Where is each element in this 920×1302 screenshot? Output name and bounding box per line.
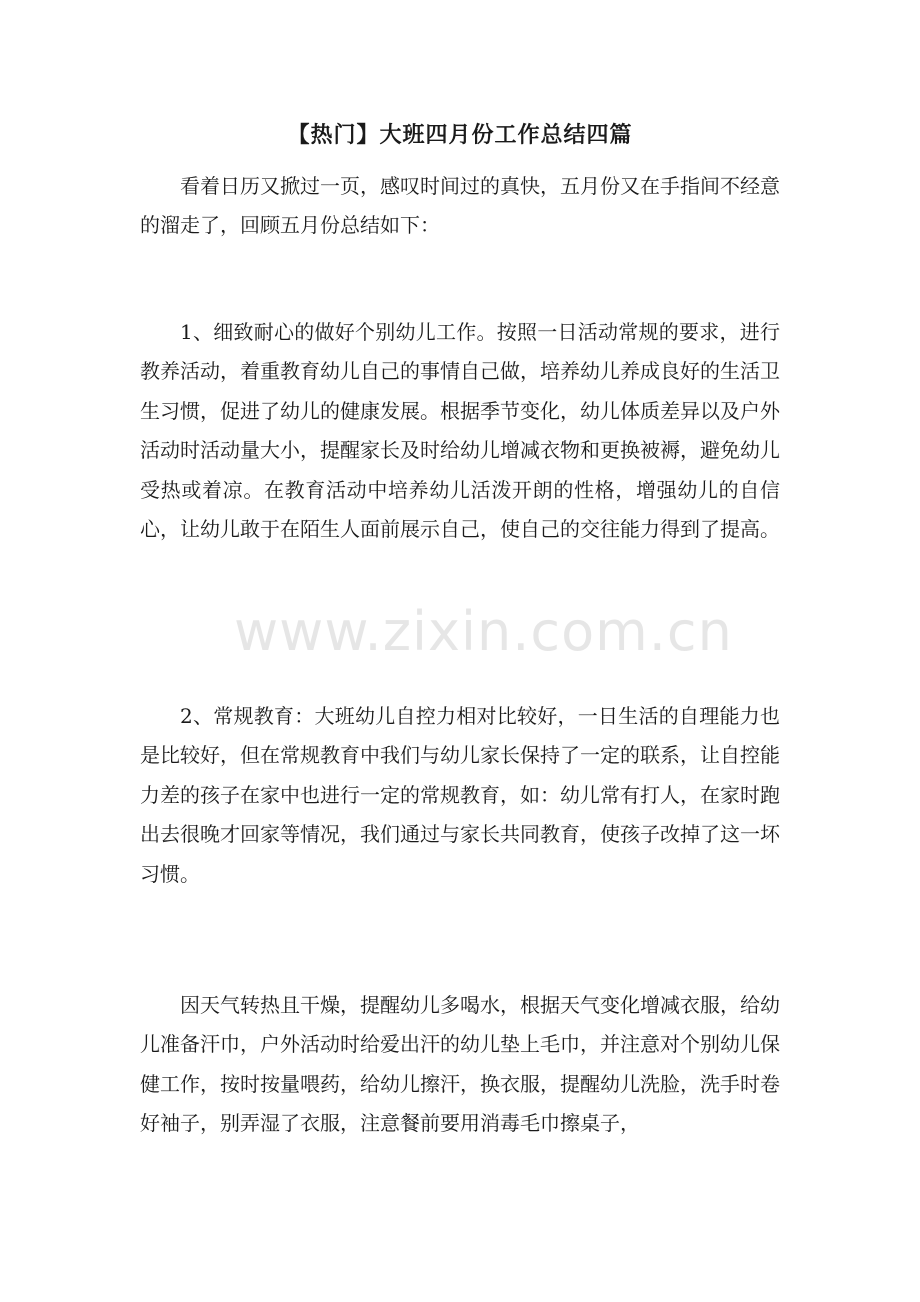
watermark-text: www.zixin.com.cn [234,600,733,663]
paragraph-item-2: 2、常规教育：大班幼儿自控力相对比较好，一日生活的自理能力也是比较好，但在常规教育中我们与幼儿家长保持了一定的联系，让自控能力差的孩子在家中也进行一定的常规教育，如：幼儿常有打人，在家时跑出去很晚才回家等情况，我们通过与家长共同教育，使孩子改掉了这一坏习惯。 [140,704,780,886]
paragraph-weather-care: 因天气转热且干燥，提醒幼儿多喝水，根据天气变化增减衣服，给幼儿准备汗巾，户外活动时给爱出汗的幼儿垫上毛巾，并注意对个别幼儿保健工作，按时按量喂药，给幼儿擦汗，换衣服，提醒幼儿洗脸，洗手时卷好袖子，别弄湿了衣服，注意餐前要用消毒毛巾擦桌子， [140,993,780,1136]
document-title: 【热门】大班四月份工作总结四篇 [287,122,633,148]
paragraph-intro: 看着日历又掀过一页，感叹时间过的真快，五月份又在手指间不经意的溜走了，回顾五月份总结如下： [140,174,780,238]
paragraph-item-1: 1、细致耐心的做好个别幼儿工作。按照一日活动常规的要求，进行教养活动，着重教育幼儿自己的事情自己做，培养幼儿养成良好的生活卫生习惯，促进了幼儿的健康发展。根据季节变化，幼儿体质差异以及户外活动时活动量大小，提醒家长及时给幼儿增减衣物和更换被褥，避免幼儿受热或着凉。在教育活动中培养幼儿活泼开朗的性格，增强幼儿的自信心，让幼儿敢于在陌生人面前展示自己，使自己的交往能力得到了提高。 [140,320,780,542]
